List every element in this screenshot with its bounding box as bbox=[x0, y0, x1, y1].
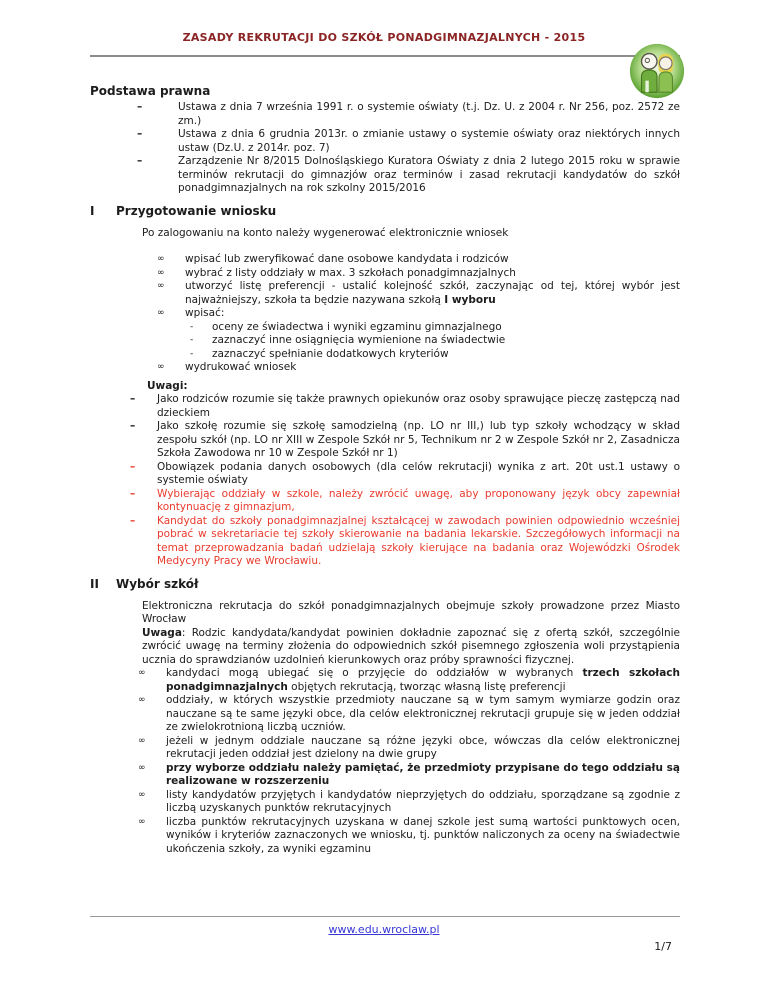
section-title: Wybór szkół bbox=[116, 576, 199, 591]
section-title: Przygotowanie wniosku bbox=[116, 203, 277, 218]
list-item-text: liczba punktów rekrutacyjnych uzyskana w danej szkole jest sumą wartości punktowych ocen, wyników i kryteriów zaznaczonych we wniosku, tj. punktów naliczonych za oceny na świadectwie ukończenia szkoły, za wyniki egzaminu bbox=[166, 815, 680, 855]
list-item bbox=[90, 735, 680, 762]
section-1-intro: Po zalogowaniu na konto należy wygenerować elektronicznie wniosek bbox=[142, 226, 509, 239]
list-item bbox=[90, 461, 680, 488]
section-number: I bbox=[90, 203, 95, 218]
list-item-bold-text: przy wyborze oddziału należy pamiętać, że przedmioty przypisane do tego oddziału są realizowane w rozszerzeniu bbox=[166, 761, 680, 787]
section-2-list bbox=[90, 667, 680, 856]
list-item bbox=[90, 420, 680, 461]
footer-website-link[interactable]: www.edu.wroclaw.pl bbox=[328, 923, 440, 936]
uwaga-label: Uwaga bbox=[142, 626, 182, 639]
list-item-text: oddziały, w których wszystkie przedmioty nauczane są w tym samym wymiarze godzin oraz nauczane są te same języki obce, dla celów elektronicznej rekrutacji grupuje się w jeden oddział ze zwielokrotnioną liczbą uczniów. bbox=[166, 694, 680, 733]
list-item bbox=[90, 515, 680, 569]
section-1-list bbox=[90, 253, 680, 375]
list-item-text: Obowiązek podania danych osobowych (dla celów rekrutacji) wynika z art. 20t ust.1 ustawy o systemie oświaty bbox=[157, 460, 680, 486]
list-item-text: zaznaczyć spełnianie dodatkowych kryteriów bbox=[212, 347, 449, 360]
sub-list bbox=[90, 321, 680, 362]
dash-bullet-icon: – bbox=[130, 514, 136, 527]
footer-divider bbox=[90, 916, 680, 917]
list-item-text: objętych rekrutacją, tworząc własną listę preferencji bbox=[287, 680, 566, 693]
list-item bbox=[90, 361, 680, 375]
list-item-text: Ustawa z dnia 6 grudnia 2013r. o zmianie ustawy o systemie oświaty oraz niektórych innych ustaw (Dz.U. z 2014r. poz. 7) bbox=[178, 128, 680, 154]
infinity-bullet-icon: ∞ bbox=[157, 254, 165, 264]
infinity-bullet-icon: ∞ bbox=[138, 789, 146, 800]
infinity-bullet-icon: ∞ bbox=[157, 267, 165, 278]
infinity-bullet-icon: ∞ bbox=[157, 281, 165, 291]
list-item bbox=[90, 128, 680, 155]
header-divider bbox=[90, 55, 680, 57]
hyphen-bullet-icon: - bbox=[190, 321, 194, 332]
dash-bullet-icon: – bbox=[137, 101, 143, 113]
list-item-text: oceny ze świadectwa i wyniki egzaminu gimnazjalnego bbox=[212, 320, 502, 333]
section-2-intro bbox=[142, 600, 680, 668]
list-item-text: listy kandydatów przyjętych i kandydatów nieprzyjętych do oddziału, sporządzane są zgodnie z liczbą uzyskanych punktów rekrutacyjnych bbox=[166, 788, 680, 814]
infinity-bullet-icon: ∞ bbox=[138, 668, 146, 678]
list-item bbox=[90, 307, 680, 321]
list-item-text: Wybierając oddziały w szkole, należy zwrócić uwagę, aby proponowany język obcy zapewniał kontynuację z gimnazjum, bbox=[157, 487, 680, 513]
infinity-bullet-icon: ∞ bbox=[138, 735, 146, 746]
list-item-bold-text: I wyboru bbox=[444, 293, 496, 306]
hyphen-bullet-icon: - bbox=[190, 335, 194, 345]
page-title: ZASADY REKRUTACJI DO SZKÓŁ PONADGIMNAZJALNYCH - 2015 bbox=[182, 31, 586, 44]
list-item-text: zaznaczyć inne osiągnięcia wymienione na świadectwie bbox=[212, 334, 506, 346]
hyphen-bullet-icon: - bbox=[190, 348, 194, 359]
two-students-logo-icon bbox=[628, 42, 686, 100]
infinity-bullet-icon: ∞ bbox=[157, 308, 165, 318]
list-item-text: wpisać lub zweryfikować dane osobowe kandydata i rodziców bbox=[185, 253, 509, 265]
uwaga-text: : Rodzic kandydata/kandydat powinien dokładnie zapoznać się z ofertą szkół, szczególnie zwrócić uwagę na terminy złożenia do odpowiednich szkół pisemnego zgłoszenia woli przystąpienia ucznia do sprawdzianów uzdolnień kierunkowych oraz próby sprawności fizycznej. bbox=[142, 626, 680, 666]
infinity-bullet-icon: ∞ bbox=[157, 362, 165, 372]
list-item-text: jeżeli w jednym oddziale nauczane są różne języki obce, wówczas dla celów elektronicznej rekrutacji jeden oddział jest dzielony na dwie grupy bbox=[166, 734, 680, 760]
list-item bbox=[90, 667, 680, 694]
list-item bbox=[90, 789, 680, 816]
list-item-text: wybrać z listy oddziały w max. 3 szkołach ponadgimnazjalnych bbox=[185, 266, 516, 279]
list-item-text bbox=[166, 667, 680, 694]
legal-basis-heading: Podstawa prawna bbox=[90, 84, 211, 98]
list-item bbox=[90, 334, 680, 348]
dash-bullet-icon: – bbox=[130, 393, 136, 405]
list-item-text: Kandydat do szkoły ponadgimnazjalnej kształcącej w zawodach powinien odpowiednio wcześniej pobrać w sekretariacie tej szkoły skierowanie na badania lekarskie. Szczegółowych informacji na temat przeprowadzania badań udzielają szkoły kierujące na badania oraz Wojewódzki Ośrodek Medycyny Pracy we Wrocławiu. bbox=[157, 514, 680, 567]
list-item bbox=[90, 321, 680, 335]
notes-list bbox=[90, 393, 680, 569]
section-number: II bbox=[90, 576, 99, 591]
list-item bbox=[90, 253, 680, 267]
list-item bbox=[90, 694, 680, 735]
section-1-heading bbox=[90, 204, 680, 219]
list-item-text: kandydaci mogą ubiegać się o przyjęcie do oddziałów w wybranych bbox=[166, 667, 583, 679]
dash-bullet-icon: – bbox=[130, 487, 136, 500]
list-item-text: wpisać: bbox=[185, 307, 225, 319]
list-item bbox=[90, 816, 680, 857]
list-item-text: Jako rodziców rozumie się także prawnych opiekunów oraz osoby sprawujące pieczę zastępczą nad dzieckiem bbox=[157, 393, 680, 419]
dash-bullet-icon: – bbox=[137, 155, 143, 167]
list-item bbox=[90, 280, 680, 307]
paragraph bbox=[142, 627, 680, 668]
dash-bullet-icon: – bbox=[130, 420, 136, 432]
list-item-text: wydrukować wniosek bbox=[185, 361, 297, 373]
dash-bullet-icon: – bbox=[137, 128, 143, 140]
list-item-bold-text: trzech szkołach ponadgimnazjalnych bbox=[166, 667, 680, 693]
notes-heading: Uwagi: bbox=[147, 379, 188, 392]
list-item-text: Zarządzenie Nr 8/2015 Dolnośląskiego Kuratora Oświaty z dnia 2 lutego 2015 roku w sprawie terminów rekrutacji do gimnazjów oraz terminów i zasad rekrutacji kandydatów do szkół ponadgimnazjalnych na rok szkolny 2015/2016 bbox=[178, 155, 680, 194]
list-item-text: utworzyć listę preferencji - ustalić kolejność szkół, zaczynając od tej, której wybór jest najważniejszy, szkoła ta będzie nazywana szkołą bbox=[185, 280, 680, 306]
infinity-bullet-icon: ∞ bbox=[138, 762, 146, 773]
document-body bbox=[0, 84, 768, 856]
list-item-text bbox=[185, 280, 680, 307]
legal-basis-list bbox=[90, 101, 680, 196]
list-item-text: Jako szkołę rozumie się szkołę samodzielną (np. LO nr III,) lub typ szkoły wchodzący w skład zespołu szkół (np. LO nr XIII w Zespole Szkół nr 5, Technikum nr 2 w Zespole Szkół nr 2, Zasadnicza Szkoła Zawodowa nr 10 w Zespole Szkół nr 1) bbox=[157, 420, 680, 459]
list-item bbox=[90, 348, 680, 362]
list-item bbox=[90, 488, 680, 515]
list-item bbox=[90, 267, 680, 281]
infinity-bullet-icon: ∞ bbox=[138, 695, 146, 705]
infinity-bullet-icon: ∞ bbox=[138, 816, 146, 827]
section-2-heading bbox=[90, 577, 680, 592]
list-item bbox=[90, 155, 680, 196]
page-number: 1/7 bbox=[654, 940, 672, 953]
list-item bbox=[90, 393, 680, 420]
list-item bbox=[90, 762, 680, 789]
paragraph: Elektroniczna rekrutacja do szkół ponadgimnazjalnych obejmuje szkoły prowadzone przez Miasto Wrocław bbox=[142, 599, 680, 625]
list-item bbox=[90, 101, 680, 128]
list-item-text: Ustawa z dnia 7 września 1991 r. o systemie oświaty (t.j. Dz. U. z 2004 r. Nr 256, poz. 2572 ze zm.) bbox=[178, 101, 680, 127]
dash-bullet-icon: – bbox=[130, 460, 136, 473]
